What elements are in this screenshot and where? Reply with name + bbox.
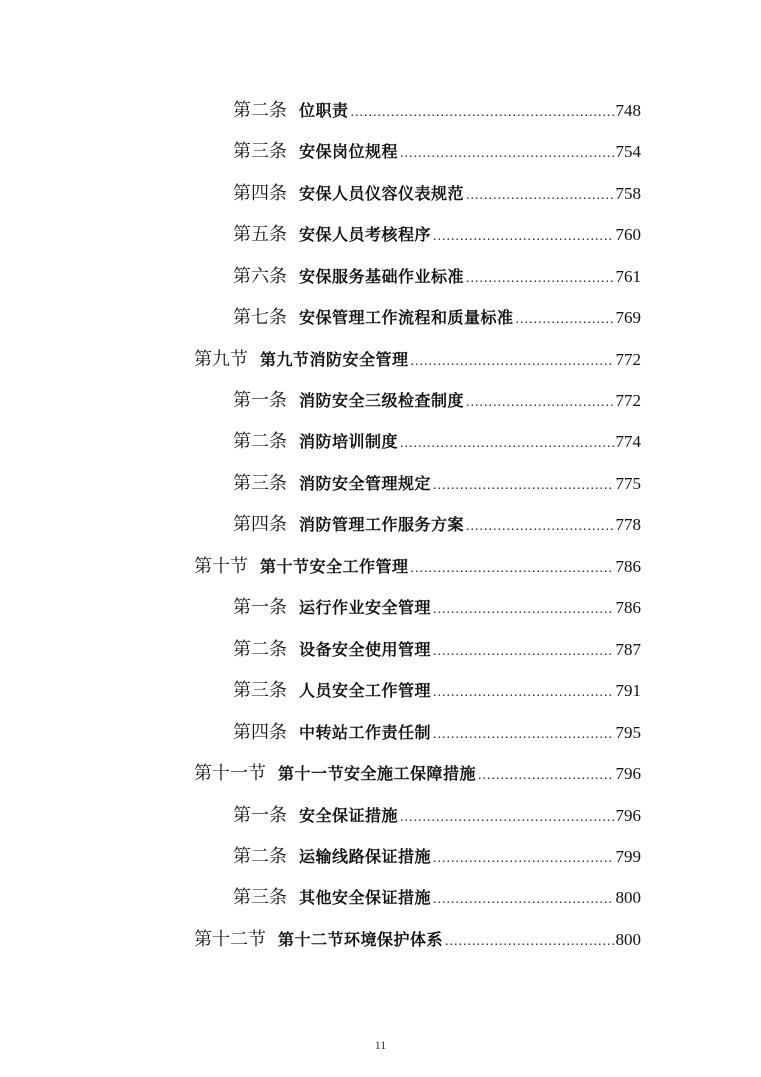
toc-entry-number: 第一条 [233,805,287,825]
toc-entry[interactable] [233,426,641,456]
toc-entry-page: 786 [615,598,641,617]
toc-section-title: 第十二节环境保护体系 [278,930,444,949]
toc-entry-page: 775 [615,474,641,493]
toc-section-number: 第十二节 [194,929,266,949]
toc-entry[interactable] [233,800,641,830]
dot-leader [351,98,614,128]
dot-leader [433,471,613,501]
toc-entry-title: 中转站工作责任制 [299,723,432,742]
toc-entry[interactable] [233,634,641,664]
toc-entry[interactable] [233,219,641,249]
toc-entry-number: 第五条 [233,224,287,244]
toc-section-entry[interactable] [194,344,641,374]
toc-entry-page: 769 [615,308,641,327]
toc-section-page: 772 [615,350,641,369]
toc-entry-number: 第二条 [233,431,287,451]
dot-leader [411,347,614,377]
toc-entry-page: 800 [615,888,641,907]
toc-entry-page: 791 [615,681,641,700]
toc-entry-page: 787 [615,640,641,659]
toc-entry[interactable] [233,302,641,332]
toc-entry-page: 796 [615,806,641,825]
toc-section-number: 第十一节 [194,763,266,783]
dot-leader [400,803,613,833]
toc-entry-number: 第三条 [233,887,287,907]
toc-section-page: 786 [615,557,641,576]
toc-entry-page: 758 [615,184,641,203]
toc-entry-number: 第六条 [233,266,287,286]
toc-entry-number: 第二条 [233,100,287,120]
toc-entry-title: 运输线路保证措施 [299,847,432,866]
toc-entry-page: 760 [615,225,641,244]
toc-entry-title: 安保人员仪容仪表规范 [299,184,465,203]
dot-leader [516,305,614,335]
dot-leader [433,720,613,750]
toc-entry-number: 第七条 [233,307,287,327]
toc-entry-page: 795 [615,723,641,742]
toc-section-title: 第十节安全工作管理 [260,557,409,576]
dot-leader [466,388,613,418]
toc-entry-title: 位职责 [299,101,349,120]
toc-entry[interactable] [233,509,641,539]
toc-entry[interactable] [233,136,641,166]
dot-leader [478,761,613,791]
toc-entry-page: 774 [615,432,641,451]
toc-entry-title: 安保人员考核程序 [299,225,432,244]
toc-entry-number: 第三条 [233,141,287,161]
dot-leader [400,429,613,459]
toc-entry-number: 第三条 [233,473,287,493]
toc-entry-title: 安保服务基础作业标准 [299,267,465,286]
toc-entry-page: 799 [615,847,641,866]
toc-entry-number: 第一条 [233,597,287,617]
dot-leader [466,264,613,294]
toc-entry-title: 消防安全管理规定 [299,474,432,493]
toc-entry[interactable] [233,717,641,747]
toc-entry-number: 第二条 [233,846,287,866]
toc-entry-number: 第一条 [233,390,287,410]
toc-section-number: 第九节 [194,349,248,369]
dot-leader [433,678,613,708]
toc-entry[interactable] [233,95,641,125]
toc-section-entry[interactable] [194,551,641,581]
toc-entry-page: 772 [615,391,641,410]
page-number: 11 [374,1038,387,1052]
dot-leader [466,512,613,542]
toc-entry-title: 运行作业安全管理 [299,598,432,617]
toc-entry-number: 第二条 [233,639,287,659]
toc-entry[interactable] [233,468,641,498]
dot-leader [466,181,613,211]
toc-section-page: 796 [615,764,641,783]
toc-section-entry[interactable] [194,924,641,954]
toc-entry-title: 其他安全保证措施 [299,888,432,907]
toc-entry-title: 人员安全工作管理 [299,681,432,700]
dot-leader [433,844,613,874]
toc-entry-number: 第四条 [233,514,287,534]
toc-entry-title: 消防培训制度 [299,432,399,451]
toc-entry-title: 消防安全三级检查制度 [299,391,465,410]
dot-leader [445,927,613,957]
toc-entry[interactable] [233,882,641,912]
toc-section-title: 第九节消防安全管理 [260,350,409,369]
dot-leader [433,637,613,667]
toc-entry[interactable] [233,261,641,291]
dot-leader [433,222,613,252]
toc-entry-title: 安保岗位规程 [299,142,399,161]
toc-entry[interactable] [233,385,641,415]
toc-entry-title: 设备安全使用管理 [299,640,432,659]
toc-entry-title: 消防管理工作服务方案 [299,515,465,534]
dot-leader [433,595,613,625]
toc-entry-page: 754 [615,142,641,161]
toc-section-page: 800 [615,930,641,949]
toc-entry[interactable] [233,841,641,871]
toc-entry-title: 安保管理工作流程和质量标准 [299,308,514,327]
toc-entry[interactable] [233,592,641,622]
toc-entry[interactable] [233,178,641,208]
toc-entry-number: 第四条 [233,722,287,742]
toc-entry-title: 安全保证措施 [299,806,399,825]
dot-leader [400,139,613,169]
toc-section-number: 第十节 [194,556,248,576]
toc-entry-number: 第三条 [233,680,287,700]
toc-entry-page: 748 [615,101,641,120]
toc-entry[interactable] [233,675,641,705]
dot-leader [411,554,614,584]
dot-leader [433,885,613,915]
toc-section-title: 第十一节安全施工保障措施 [278,764,477,783]
toc-entry-number: 第四条 [233,183,287,203]
toc-section-entry[interactable] [194,758,641,788]
toc-entry-page: 778 [615,515,641,534]
toc-entry-page: 761 [615,267,641,286]
